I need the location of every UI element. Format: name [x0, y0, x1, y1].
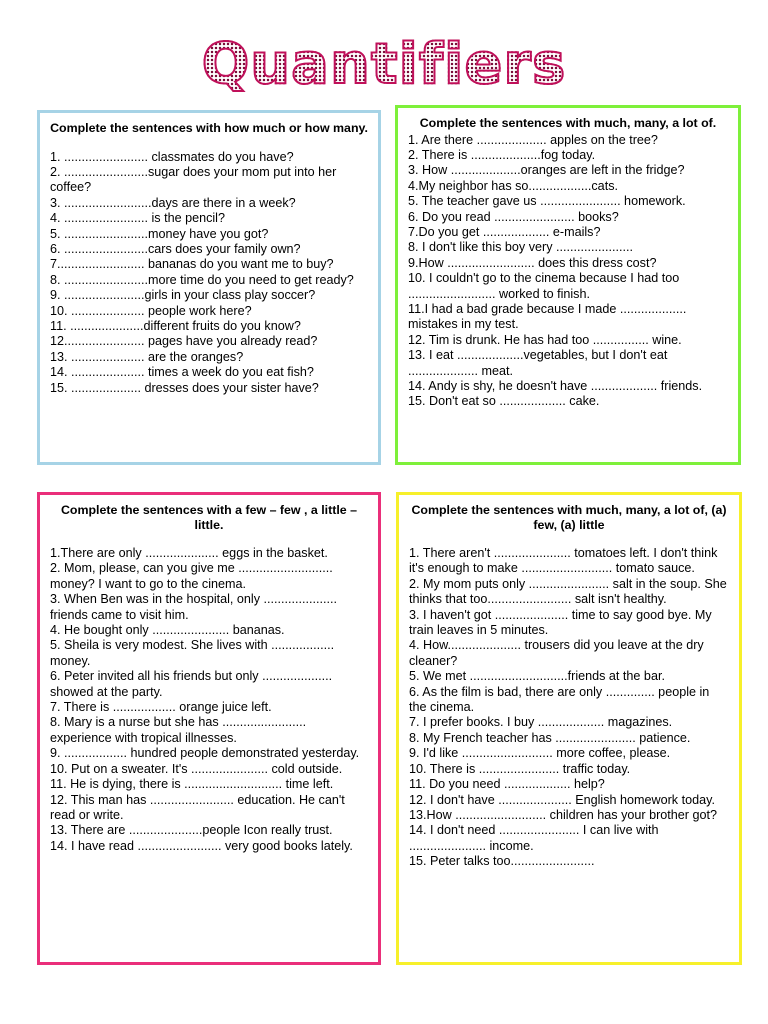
exercise-list — [50, 150, 368, 397]
exercise-item: 7. I prefer books. I buy ................... magazines. — [409, 715, 673, 730]
exercise-item: 2. Mom, please, can you give me ........................... money? I want to go to the cinema. — [50, 561, 333, 591]
exercise-item: 15. Peter talks too........................ — [409, 854, 595, 869]
exercise-item: 9. .................. hundred people demonstrated yesterday. — [50, 746, 360, 761]
exercise-item: 9. I'd like .......................... more coffee, please. — [409, 746, 671, 761]
exercise-item: 5. The teacher gave us ....................... homework. — [408, 194, 686, 209]
page-title: Quantifiers — [202, 30, 567, 100]
exercise-item: 9. .......................girls in your class play soccer? — [50, 288, 316, 303]
exercise-item: 1.There are only ..................... eggs in the basket. — [50, 546, 328, 560]
exercise-item: 11. He is dying, there is ............................ time left. — [50, 777, 334, 792]
exercise-item: 2. ........................sugar does your mom put into her coffee? — [50, 164, 337, 195]
exercise-item: 3. .........................days are there in a week? — [50, 195, 296, 210]
exercise-item: 7.Do you get ................... e-mails? — [408, 224, 601, 239]
exercise-item: 9.How ......................... does this dress cost? — [408, 255, 657, 270]
exercise-heading: Complete the sentences with how much or how many. — [50, 121, 368, 135]
exercise-item: 11. Do you need ................... help? — [409, 777, 605, 792]
exercise-box-how-much-how-many — [37, 110, 381, 465]
exercise-item: 12. This man has ........................ education. He can't read or write. — [50, 792, 345, 822]
exercise-item: 3. How ....................oranges are left in the fridge? — [408, 163, 685, 178]
exercise-item: 12....................... pages have you already read? — [50, 334, 318, 349]
exercise-item: 4. He bought only ...................... bananas. — [50, 623, 285, 638]
exercise-item: 13. I eat ...................vegetables, but I don't eat .................... meat. — [408, 348, 668, 378]
exercise-item: 2. There is ....................fog today. — [408, 147, 596, 162]
exercise-item: 5. ........................money have you got? — [50, 226, 269, 241]
exercise-box-much-many-a-lot-of — [395, 105, 741, 465]
exercise-list — [409, 546, 729, 870]
exercise-item: 6. ........................cars does your family own? — [50, 241, 301, 256]
exercise-item: 1. There aren't ...................... tomatoes left. I don't think it's enough to make .......................... tomato sauce. — [409, 546, 718, 576]
exercise-item: 12. I don't have ..................... English homework today. — [409, 792, 715, 807]
exercise-item: 15. Don't eat so ................... cake. — [408, 394, 600, 409]
exercise-item: 8. Mary is a nurse but she has ........................ experience with tropical illnesses. — [50, 715, 307, 745]
exercise-item: 15. .................... dresses does your sister have? — [50, 380, 319, 395]
title-banner — [0, 30, 768, 100]
exercise-item: 8. My French teacher has ....................... patience. — [409, 730, 691, 745]
exercise-item: 3. I haven't got ..................... time to say good bye. My train leaves in 5 minutes. — [409, 607, 712, 638]
exercise-item: 1. Are there .................... apples on the tree? — [408, 132, 658, 147]
exercise-item: 8. I don't like this boy very ...................... — [408, 240, 633, 255]
exercise-heading: Complete the sentences with much, many, a lot of, (a) few, (a) little — [411, 503, 727, 532]
exercise-item: 10. I couldn't go to the cinema because I had too ......................... worked to finish. — [408, 271, 680, 301]
exercise-item: 6. Peter invited all his friends but only .................... showed at the party. — [50, 669, 333, 699]
exercise-item: 7. There is .................. orange juice left. — [50, 700, 272, 715]
exercise-list — [408, 133, 728, 410]
exercise-item: 14. I don't need ....................... I can live with ...................... income. — [409, 823, 659, 853]
exercise-item: 12. Tim is drunk. He has had too ................ wine. — [408, 332, 682, 347]
exercise-list — [50, 546, 368, 854]
exercise-item: 14. ..................... times a week do you eat fish? — [50, 365, 314, 380]
exercise-item: 1. ........................ classmates do you have? — [50, 149, 294, 164]
exercise-heading: Complete the sentences with much, many, a lot of. — [419, 116, 717, 130]
exercise-item: 3. When Ben was in the hospital, only ..................... friends came to visit him. — [50, 592, 337, 622]
exercise-item: 13. There are .....................people Icon really trust. — [50, 823, 333, 838]
exercise-item: 4. How..................... trousers did you leave at the dry cleaner? — [409, 638, 704, 668]
exercise-item: 4.My neighbor has so..................cats. — [408, 178, 618, 193]
exercise-item: 2. My mom puts only ....................... salt in the soup. She thinks that too........................ salt isn't healthy. — [409, 576, 727, 607]
exercise-item: 8. ........................more time do you need to get ready? — [50, 272, 354, 287]
exercise-item: 11.I had a bad grade because I made ................... mistakes in my test. — [408, 301, 687, 332]
exercise-item: 10. ..................... people work here? — [50, 303, 252, 318]
exercise-item: 14. Andy is shy, he doesn't have ................... friends. — [408, 379, 703, 393]
exercise-box-a-few-a-little — [37, 492, 381, 965]
exercise-item: 6. As the film is bad, there are only .............. people in the cinema. — [409, 684, 710, 715]
exercise-item: 11. .....................different fruits do you know? — [50, 318, 301, 333]
exercise-item: 10. Put on a sweater. It's ...................... cold outside. — [50, 761, 343, 776]
exercise-item: 10. There is ....................... traffic today. — [409, 761, 631, 776]
exercise-item: 6. Do you read ....................... books? — [408, 209, 619, 224]
exercise-box-mixed-quantifiers — [396, 492, 742, 965]
exercise-item: 13.How .......................... children has your brother got? — [409, 807, 717, 822]
exercise-item: 5. We met ............................friends at the bar. — [409, 669, 665, 684]
exercise-item: 5. Sheila is very modest. She lives with .................. money. — [50, 638, 335, 668]
exercise-item: 14. I have read ........................ very good books lately. — [50, 838, 353, 853]
exercise-item: 13. ..................... are the oranges? — [50, 349, 244, 364]
exercise-heading: Complete the sentences with a few – few , a little – little. — [60, 503, 358, 532]
exercise-item: 7......................... bananas do you want me to buy? — [50, 257, 334, 272]
exercise-item: 4. ........................ is the pencil? — [50, 211, 225, 226]
